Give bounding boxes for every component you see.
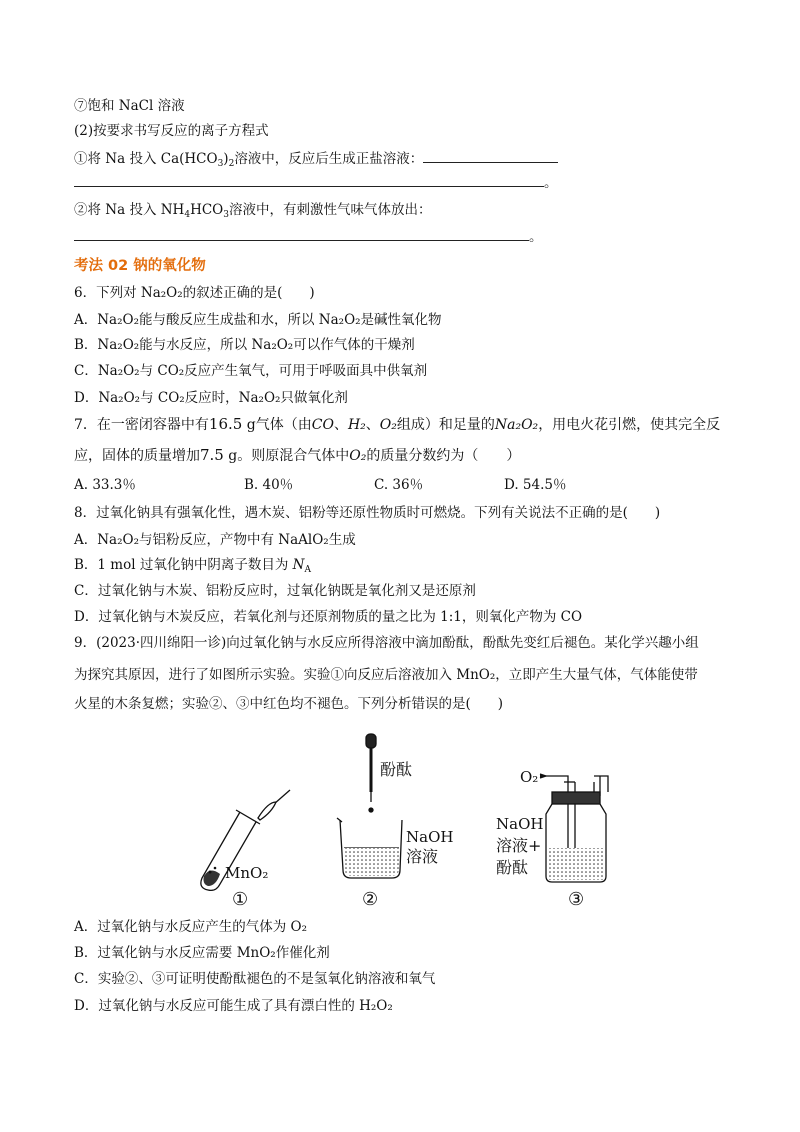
answer-blank-2-1a[interactable]: [423, 148, 558, 163]
question-2-title: (2)按要求书写反应的离子方程式: [74, 123, 269, 139]
beaker-liquid: [344, 848, 399, 876]
phenolphthalein-label-3: 酚酞: [496, 858, 529, 877]
question-2-2: ②将 Na 投入 $NH_4HCO_3$溶液中，有刺激性气味气体放出：: [74, 202, 432, 220]
mno2-label: MnO₂: [225, 864, 269, 882]
bottle-liquid: [548, 848, 604, 880]
q9-stem-line3: 火星的木条复燃；实验②、③中红色均不褪色。下列分析错误的是( ): [74, 696, 504, 712]
q6-option-a: A．Na₂O₂能与酸反应生成盐和水，所以 Na₂O₂是碱性氧化物: [74, 312, 442, 328]
q9-option-b: B．过氧化钠与水反应需要 MnO₂作催化剂: [74, 945, 330, 961]
q9-option-a: A．过氧化钠与水反应产生的气体为 O₂: [74, 919, 308, 935]
figure-number-2: ②: [362, 889, 379, 910]
q8-option-d: D．过氧化钠与木炭反应，若氧化剂与还原剂物质的量之比为 1:1，则氧化产物为 CO: [74, 609, 583, 625]
experiment-figure: [180, 730, 630, 910]
answer-blank-2-2[interactable]: [74, 226, 529, 241]
q7-stem-line1: 7．在一密闭容器中有16.5 g气体（由CO、H₂、O₂组成）和足量的Na₂O₂，用电火花引燃，使其完全反: [74, 415, 721, 433]
q7-stem-line2: 应，固体的质量增加7.5 g。则原混合气体中O₂的质量分数约为（ ）: [74, 446, 521, 464]
q6-option-b: B．Na₂O₂能与水反应，所以 Na₂O₂可以作气体的干燥剂: [74, 337, 415, 353]
q9-stem-line2: 为探究其原因，进行了如图所示实验。实验①向反应后溶液加入 MnO₂，立即产生大量气体，气体能使带: [74, 667, 698, 683]
q7-option-a: A. 33.3％: [74, 477, 136, 493]
q8-option-b: B．1 mol 过氧化钠中阴离子数目为 $N_A$: [74, 557, 311, 575]
answer-line-2-1: 。: [74, 172, 558, 193]
naoh-label-3: NaOH: [496, 815, 544, 833]
phenolphthalein-label-2: 酚酞: [380, 760, 413, 779]
q8-option-a: A．Na₂O₂与铝粉反应，产物中有 NaAlO₂生成: [74, 532, 356, 548]
q8-option-c: C．过氧化钠与木炭、铝粉反应时，过氧化钠既是氧化剂又是还原剂: [74, 583, 476, 599]
answer-line-2-2: 。: [74, 226, 543, 247]
figure-number-1: ①: [232, 889, 249, 910]
q7-option-c: C. 36％: [374, 477, 424, 493]
q9-stem-line1: 9．(2023·四川绵阳一诊)向过氧化钠与水反应所得溶液中滴加酚酞，酚酞先变红后褪色。某化学兴趣小组: [74, 635, 699, 651]
q9-option-c: C．实验②、③可证明使酚酞褪色的不是氢氧化钠溶液和氧气: [74, 971, 436, 987]
item-7-saturated-nacl: ⑦饱和 NaCl 溶液: [74, 98, 185, 114]
q7-options: [74, 475, 674, 495]
q9-option-d: D．过氧化钠与水反应可能生成了具有漂白性的 H₂O₂: [74, 998, 393, 1014]
q7-option-b: B. 40％: [244, 477, 294, 493]
q7-option-d: D. 54.5％: [504, 477, 567, 493]
question-2-1: ①将 Na 投入 $Ca(HCO_3)_2$溶液中，反应后生成正盐溶液：: [74, 148, 558, 169]
naoh-label-2: NaOH: [406, 828, 454, 846]
oxygen-inlet-label: O₂: [520, 768, 539, 786]
section-heading: 考法 02 钠的氧化物: [74, 258, 206, 274]
q8-stem: 8．过氧化钠具有强氧化性，遇木炭、铝粉等还原性物质时可燃烧。下列有关说法不正确的是( ): [74, 505, 661, 521]
answer-blank-2-1b[interactable]: [74, 172, 544, 187]
solution-label-2: 溶液: [406, 847, 439, 866]
q6-stem: 6．下列对 Na₂O₂的叙述正确的是( ): [74, 285, 315, 301]
q6-option-d: D．Na₂O₂与 CO₂反应时，Na₂O₂只做氧化剂: [74, 390, 348, 406]
solution-plus-label-3: 溶液+: [496, 836, 542, 855]
figure-number-3: ③: [568, 889, 585, 910]
q6-option-c: C．Na₂O₂与 CO₂反应产生氧气，可用于呼吸面具中供氧剂: [74, 363, 428, 379]
